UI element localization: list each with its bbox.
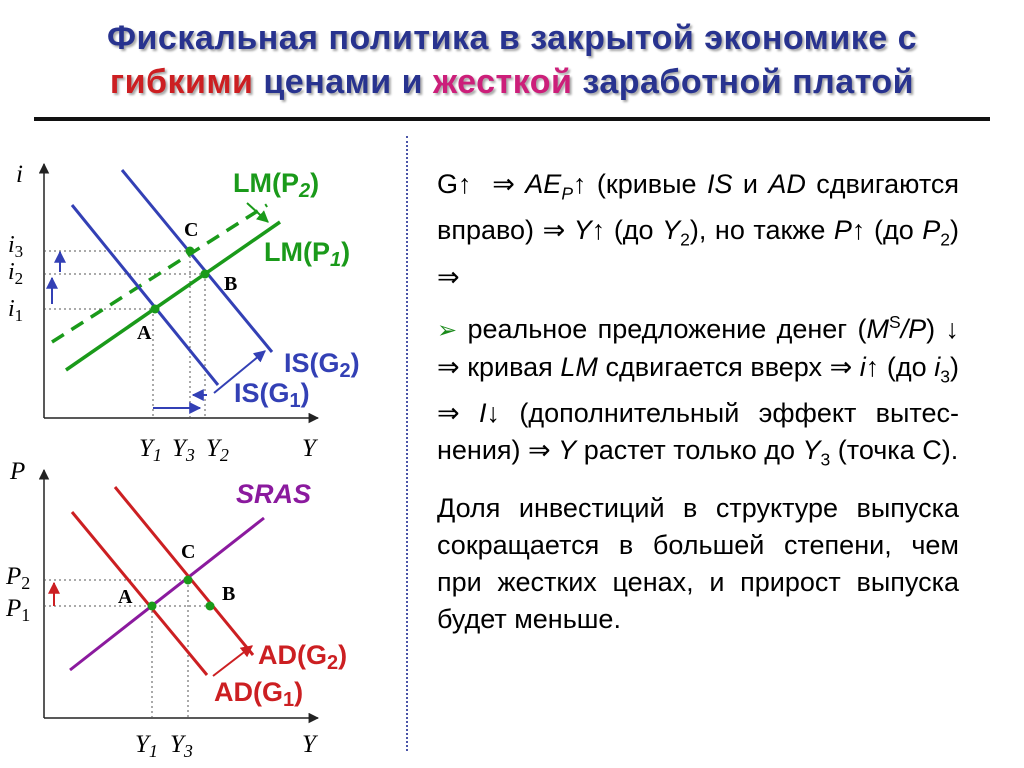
sras-label: SRAS xyxy=(236,479,312,509)
tick-y1-bottom: $Y_1$ xyxy=(135,731,158,761)
lm-shift-arrow xyxy=(247,203,268,222)
ad-shift-arrow xyxy=(213,646,252,676)
bullet-arrow-icon: ➢ xyxy=(437,316,458,344)
tick-p1: $P_1$ xyxy=(6,595,31,625)
tick-i2: $i_2$ xyxy=(8,259,24,288)
bottom-point-b-marker xyxy=(206,602,215,611)
lm-p2-label: LM(P2) xyxy=(233,168,320,202)
tick-i3: $i_3$ xyxy=(8,232,24,261)
explanation-text xyxy=(437,166,959,638)
top-point-b-label: B xyxy=(224,273,238,295)
bottom-axis-y-label: P xyxy=(10,458,26,485)
tick-p2: $P_2$ xyxy=(6,563,31,593)
top-point-c-label: C xyxy=(184,219,199,241)
top-point-a-label: A xyxy=(137,322,152,344)
top-axis-x-label: Y xyxy=(302,435,316,462)
lm-p1-label: LM(P1) xyxy=(264,237,351,271)
ad-g2-curve xyxy=(115,487,253,655)
ad-g1-curve xyxy=(72,512,207,675)
top-point-a-marker xyxy=(151,305,160,314)
bottom-point-a-marker xyxy=(148,602,157,611)
top-point-c-marker xyxy=(186,247,195,256)
is-g1-label: IS(G1) xyxy=(234,378,310,412)
top-guide-lines xyxy=(44,251,205,418)
bottom-point-a-label: A xyxy=(118,586,133,608)
top-axis-y-label: i xyxy=(16,161,23,188)
tick-y2-top: $Y_2$ xyxy=(206,435,229,465)
explanation-paragraph-2: ➢ реальное предложение денег $(M^S/P)$ ↓ ⇒ кривая LM сдвигается вверх ⇒ i↑ (до $i_3$) ⇒ I↓ (дополнительный эффект вытеснения) ⇒ Y растет только до $Y_3$ (точка С). xyxy=(437,311,960,470)
ad-g1-label: AD(G1) xyxy=(214,677,304,711)
bottom-axis-x-label: Y xyxy=(302,731,316,758)
ad-as-graph xyxy=(5,458,347,761)
tick-y3-bottom: $Y_3$ xyxy=(170,731,193,761)
tick-y1-top: $Y_1$ xyxy=(139,435,162,465)
is-lm-graph xyxy=(8,161,360,465)
bottom-point-c-marker xyxy=(184,576,193,585)
title-line-2-end: заработной платой xyxy=(572,63,915,101)
title-highlight-flexible: гибкими xyxy=(109,63,254,101)
bottom-point-b-label: B xyxy=(222,583,236,605)
ad-g2-label: AD(G2) xyxy=(258,640,348,674)
lm-p1-curve xyxy=(66,222,280,370)
bottom-point-c-label: C xyxy=(181,541,196,563)
top-point-b-marker xyxy=(201,270,210,279)
title-highlight-rigid: жесткой xyxy=(433,63,573,101)
title-line-1: Фискальная политика в закрытой экономике с xyxy=(106,19,918,57)
explanation-paragraph-3: Доля инвестиций в структуре выпуска сокращается в большей степени, чем при жестких ценах, и прирост выпуска будет меньше. xyxy=(437,492,959,634)
title-line-2-mid: ценами и xyxy=(253,63,434,101)
is-g2-label: IS(G2) xyxy=(284,348,360,382)
explanation-paragraph-1: G↑ ⇒ $AE_P↑$ (кривые IS и AD сдвигаются вправо) ⇒ Y↑ (до $Y_2$), но также P↑ (до $P_2$) ⇒ xyxy=(437,169,960,292)
tick-i1: $i_1$ xyxy=(8,296,24,325)
tick-y3-top: $Y_3$ xyxy=(172,435,195,465)
